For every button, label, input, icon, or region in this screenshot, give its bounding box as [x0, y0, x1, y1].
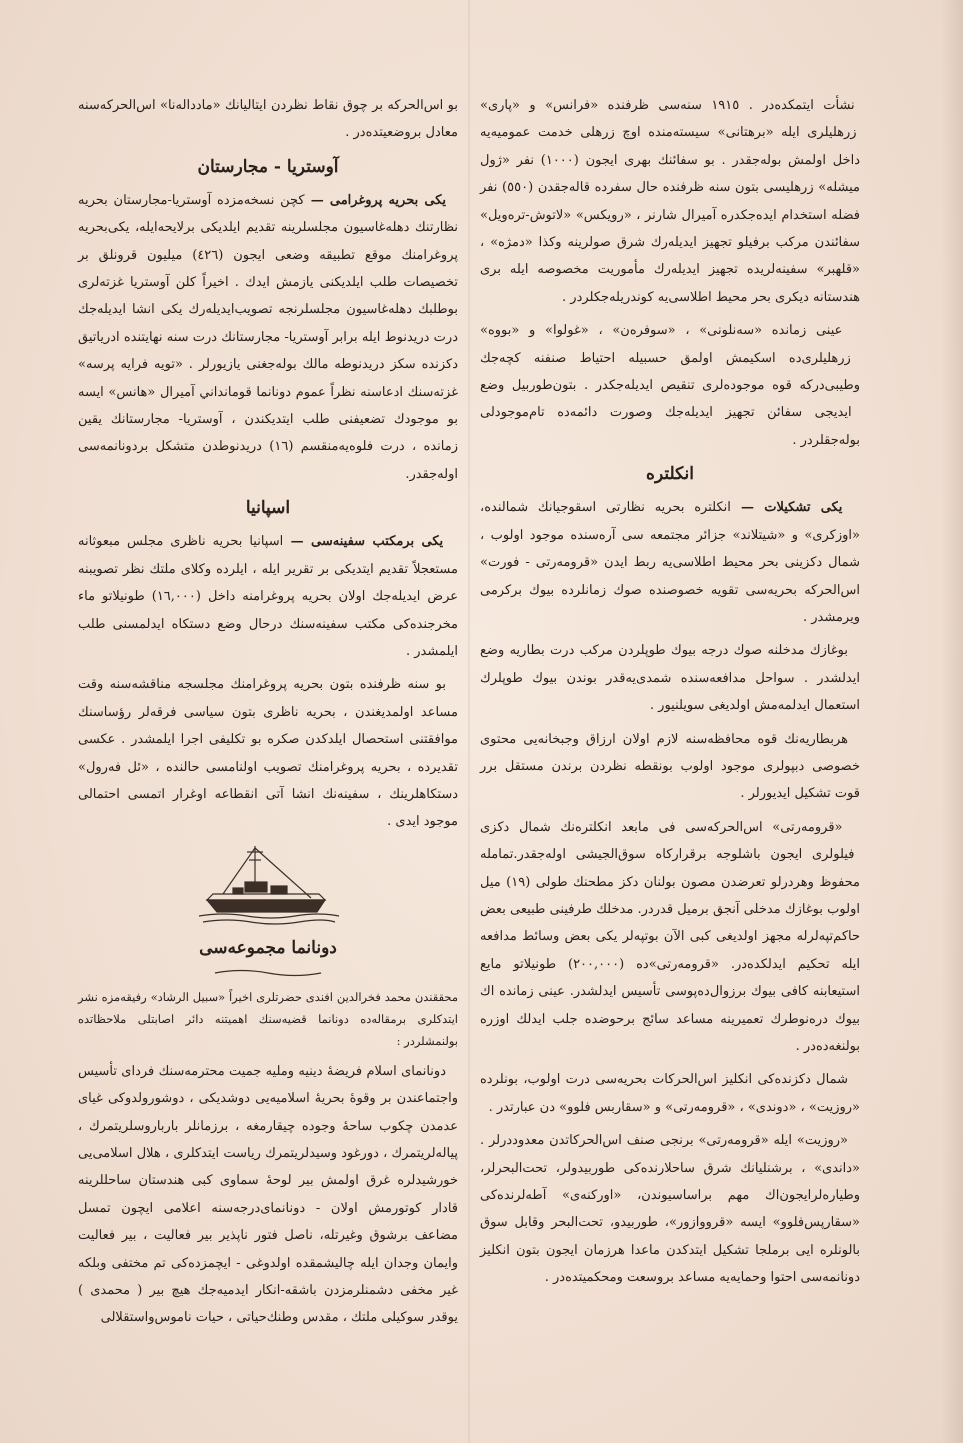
text-line: بحریه نظارتنك دهله‌غاسیون مجلسلرینه تقدیم ایلدیکی برلایحه‌ایله،: [78, 192, 458, 236]
text-line: اسپانیا بحریه ناظری مجلس مبعوثانه: [78, 534, 284, 550]
text-line: ریاست ایتدکلری ، هلال اسلامی‌یی خورشیدلره غرق اولمش بیر: [78, 1145, 459, 1189]
right-column: [480, 92, 860, 1298]
text-line: بوله‌جغنی یازیورلر . «تویه فرایه پرسه» غزته‌سنك ادعاسنه: [78, 357, 458, 400]
text-line: «ژول میشله» زرهلیسی بتون سنه ظرفنده حال سفرده قاله‌جقدن: [480, 152, 860, 196]
text-line: اولوب ، شمال دکزینی بحر محیط اطلاسی‌یه ربط ایدن «قرومه‌رتی: [480, 527, 860, 571]
text-line: بطاریه وضع ایدلشدر . سواحل مدافعه‌سنده شمدی‌یه‌قدر بوندن: [480, 643, 860, 686]
right-paragraph-6: [480, 814, 860, 1061]
england-lead: یکی تشکیلات —: [730, 500, 843, 516]
text-line: نشأت ایتمکده‌در . ١٩١٥ سنه‌سی ظرفنده «فرانس» و «پاری»: [480, 98, 855, 113]
text-line: طوربیدو، تحت‌البحر وقابل سوق بالونلره ایی برملجا تشکیل: [480, 1215, 860, 1258]
text-line: مستعجلاً تقدیم ایتدیکی بر تقریر ایله ، ایلرده وکلای ملتك: [144, 561, 458, 577]
text-line: بوغازك مدخلنه صوك درجه بیوك طوپلردن مرکب درت: [544, 643, 848, 659]
austria-lead: یکی بحریه پروغرامی —: [304, 192, 446, 208]
left-column: [78, 92, 458, 1338]
text-line: یکی انشا ایدیله‌جك درت دریدنوط ایله برابر آوستریا- مجارستانك: [78, 302, 458, 345]
text-line: لوحهٔ سماوی کبی هندستان ساحللرینه قادار کوتورمش اولان -: [78, 1173, 458, 1216]
text-line: تضعیفنی طلب ایتدیکندن ، آوستریا- مجارستانك یقین زمانده ،: [78, 412, 458, 455]
text-line: ناصل فتور ناپذیر بیر فعالیت ، بیر فعالیت وایمان وجدان ایله: [78, 1228, 458, 1271]
text-line: انکلتره بحریه نظارتی اسقوجیانك شمالنده‌،: [480, 500, 731, 516]
text-line: وقت مساعد اولمدیغندن ، بحریه ناظری بتون سیاسی فرقه‌لر: [78, 677, 458, 720]
text-line: بو اس‌الحرکه بر چوق نقاط نظردن ایتالیانك «مادداله‌نا»: [155, 98, 458, 113]
right-intro-paragraph: [480, 92, 860, 311]
text-line: ایتدکدن ماعدا هرزمان ایجون بتون انکلیز دونانمه‌سی احتوا: [480, 1242, 860, 1286]
text-line: برزمانلر بارباروسلر‌یتمرك ، پیاله‌لر‌یتمرك ، دورغود وسیدلریتمرك: [78, 1118, 458, 1161]
text-line: بو سنه ظرفنده بتون بحریه پروغرامنك مجلسجه مناقشه‌سنه: [103, 677, 446, 693]
text-line: وضع ایدیجی سفائن تجهیز ایدیله‌جك وصورت دائمه‌ده تام‌موجودلی: [480, 378, 852, 421]
text-line: چالیشمقده اولدوغی - ایچمزده‌کی تم مختفی وبلکه غیر مخفی: [78, 1255, 458, 1298]
text-line: «قرومه‌رتی» اس‌الحرکه‌سی فی مابعد انکلتره‌نك شمال دکزی: [480, 819, 843, 835]
text-line: شمال دکزنده‌کی انکلیز اس‌الحرکات بحریه‌سی درت اولوب،: [518, 1072, 848, 1088]
text-line: آوستریا غزته‌لری بوطلبك دهله‌غاسیون مجلسلرنجه تصویب‌ایدیله‌رك: [78, 275, 458, 318]
spain-lead: یکی برمکتب سفینه‌سی —: [283, 534, 444, 550]
section-heading-spain: اسپانیا: [245, 498, 291, 519]
right-paragraph-5: [480, 726, 860, 808]
text-line: زرهلیلری‌ده اسکیمش اولمق حسبیله احتیاط صنفنه کچه‌جك: [480, 350, 851, 366]
text-line: طوربیدولر، تحت‌البحرلر، وطیاره‌لر‌ایجون‌اك مهم براساسیوندن،: [480, 1160, 860, 1204]
text-line: (٢٠٠,٠٠٠) طونیلاتو مایع استیعابنه کافی بیوك برزوال‌ده‌پوسی: [480, 956, 860, 1000]
text-line: - فورت» اس‌الحرکه بحریه‌سی تقویه خصوصنده صوك زمانلرده: [480, 555, 860, 598]
right-paragraph-4: [480, 637, 860, 719]
text-line: محققندن محمد فخرالدین افندی حضرتلری اخیراً «سبیل الرشاد»: [146, 989, 458, 1004]
text-line: ایلمشدر . عکسی تقدیرده ، بحریه پروغرامنك تصویب اولنامسی: [78, 732, 458, 775]
text-line: یکی‌بحریه پروغرامنك موقع تطبیقه وضعی ایجون (٤٢٦) میلیون: [78, 220, 458, 263]
text-line: محتوی خصوصی دبپولری موجود اولوب بونقطه نظردن برندن: [480, 731, 860, 774]
text-line: فلوو» دن عبارتدر .: [488, 1099, 591, 1115]
text-line: رؤساسنك موافقتنی استحصال ایلدکدن صکره بو تکلیفی اجرا: [78, 704, 458, 748]
text-line: «اوزکری» و «شیتلاند» جزائر مجتمعه سی آره‌سنده موجود: [523, 527, 860, 543]
text-line: نظراً عموم دونانما قومانداني آمیرال «هانس» ایسه بو موجودك: [78, 384, 458, 428]
text-line: کوندریله‌جکلردر .: [562, 289, 654, 305]
heading-flourish-icon: [213, 968, 323, 978]
text-line: (٥٥٠) نفر فضله استخدام ایده‌جکدره آمیرال شارنر ، «رویکس»: [480, 180, 860, 223]
text-line: (١٩) میل اولوب بوغازك مدخلی آنجق برمیل قدردر. مدخلك: [480, 874, 860, 917]
text-line: (١٦,٠٠٠) طونیلاتو ماء مخرجنده‌کی مکتب سفینه‌سنك درحال: [78, 589, 458, 632]
text-line: دونانمای اسلام فریضهٔ دینیه وملیه جمیت محترمه‌سنك فردای: [116, 1063, 446, 1079]
text-line: طرفینی طبیعی بعض حاکم‌تپه‌لرله مجهز اولدیغی کبی الآن بوتپه‌لر: [480, 901, 861, 945]
right-paragraph-7: [480, 1066, 860, 1121]
text-line: تأسیس ایدلشدر. عینی زمانده اك بیوك دره‌نوطرك تعمیرینه: [480, 984, 860, 1027]
text-line: وطیبی‌درکه قوه موجوده‌لری تنقیص ایدیله‌جکدر . بتون‌طوربیل: [504, 378, 860, 394]
text-line: درت سنه نهایتنده ادریاتیق دکزنده سکز دریدنوطه مالك: [78, 329, 458, 373]
text-line: انقطاعه اوغرار اتمسی احتمالی موجود ایدی .: [78, 786, 458, 830]
text-line: صولرینه وکذا «دمژه» ، «قلهبر» سفینه‌لریده تجهیز ایدیله‌رك: [480, 235, 861, 278]
text-line: زرهلیلری ایله «برهتانی» سیسته‌منده اوچ زرهلی خدمت عمومیه‌یه: [480, 125, 857, 141]
page-fold: [468, 0, 470, 1443]
text-line: عینی زمانده «سه‌نلونی» ، «سوفره‌ن» ، «غولوا» و «بووه»: [480, 323, 843, 339]
text-line: محفوظ وهردرلو تعرضدن مصون بولنان دکز مطحنك طولی: [530, 874, 860, 890]
text-line: قرونلق بر تخصیصات طلب ایلدیکنی یازمش ایدك . اخیراً کلن: [78, 247, 458, 291]
spain-paragraph-2: [78, 671, 458, 835]
section-heading-navy-collection: دونانما مجموعه‌سی: [199, 937, 337, 958]
warship-illustration-icon: [193, 842, 343, 930]
section-heading-austria: آوستریا - مجارستان: [197, 156, 339, 177]
text-line: معدوددرلر . «داندی» ، برشنلیانك شرق ساحلارنده‌کی: [480, 1133, 860, 1176]
text-line: «اورکنه‌ی» آطه‌لرنده‌کی «سقارپس‌فلوو» ایسه «قرووازور»،: [480, 1188, 860, 1231]
navy-intro-note: [78, 986, 458, 1052]
text-line: کچن نسخه‌مزده آوستریا-مجارستان: [107, 192, 305, 208]
text-line: دونانمای‌درجه‌سنه اعلامی ایچون تمسل مضاعف برشوق وغیرتله،: [78, 1200, 458, 1244]
text-line: تأسیس واجتماعندن بر وقوۀ بحریهٔ اسلامیه‌یی دوشدیکی ،: [78, 1063, 458, 1107]
text-line: دوشورولدوکی غیای عدمدن چکوب ساحهٔ وجوده چیقارمغه ،: [78, 1091, 459, 1134]
text-line: مأموریت مخصوصه ایله بری هندستانه دیکری بحر محیط اطلاسی‌یه: [480, 262, 860, 305]
text-line: اس‌الحرکه‌سنه معادل بروضعیتده‌در .: [78, 98, 458, 141]
text-line: هربطاریه‌نك قوه محافظه‌سنه لازم اولان ارزاق وجبخانه‌یی: [516, 731, 848, 747]
text-line: رفیقه‌مزه نشر ایتدکلری برمقاله‌ده دونانما قضیه‌سنك اهمیتنه دائر اصابتلی ملاحظاتده بولنمشلردر :: [78, 989, 458, 1048]
text-line: بونلرده «روزیت» ، «دوندی» ، «قرومه‌رتی» و «سقاربس: [480, 1072, 860, 1115]
text-line: «روزیت» ایله «قرومه‌رتی» برنجی صنف اس‌الحرکاتدن: [544, 1133, 848, 1149]
text-line: بیوك طوپلرك استعمال ایدلمه‌مش اولدیغی سویلنیور .: [480, 670, 860, 714]
text-line: درت فلوه‌یه‌منقسم (١٦) دریدنوطدن متشکل بردونانمه‌سی اوله‌جقدر.: [78, 439, 458, 482]
text-line: مستقل برر قوت تشکیل ایدیورلر .: [480, 758, 860, 802]
text-line: دشمنلرمزدن باشقه‌-انکار ایدمیه‌جك هیچ بیر ( محمدی ) یوقدر: [78, 1283, 458, 1326]
text-line: حالنده ، «ئل فه‌رول» دستکاهلرینك ، سفینه‌نك انشا آتی: [78, 759, 458, 802]
england-paragraph: [480, 494, 860, 631]
text-line: سوکیلی ملتك ، مقدس وطنك‌حیاتی ، حیات ناموس‌واستقلالی: [100, 1310, 425, 1326]
text-line: فیلولری ایجون باشلوجه برقرارکاه سوق‌الجیشی اوله‌جقدر.تمامله: [480, 847, 855, 863]
text-line: «لاتوش-تره‌ویل» سفائندن مرکب برفیلو تجهیز ایدیله‌رك شرق: [480, 207, 860, 251]
left-intro-paragraph: [78, 92, 458, 147]
spain-paragraph: [78, 528, 458, 665]
page-edge-shadow: [941, 0, 963, 1443]
text-line: مساعد سائج برحوضده جلب ایدلك اوزره بولنغه‌ده‌در .: [480, 1011, 860, 1054]
right-paragraph-2: [480, 317, 860, 454]
right-paragraph-8: [480, 1127, 860, 1291]
text-line: وضع دستکاه ایدلمسنی طلب ایلمشدر .: [78, 616, 458, 659]
text-line: داخل اولمش بوله‌جقدر . بو سفائنك بهری ایجون (١٠٠٠) نفر: [509, 152, 860, 168]
text-line: وحمایه‌یه مساعد بروسعت ومحکمیتده‌در .: [544, 1270, 767, 1286]
text-line: یکی بعض وسائط مدافعه ایله تحکیم ایدلکده‌در. «قرومه‌رتی»ده: [480, 929, 860, 972]
text-line: نظر تصویبنه عرض ایدیله‌جك اولان بحریه پروغرامنه داخل: [78, 561, 458, 605]
austria-paragraph: [78, 187, 458, 488]
navy-body-paragraph: [78, 1058, 458, 1332]
text-line: بوله‌جقلردر .: [792, 432, 860, 448]
text-line: بیوك برکرمی ویرمشدر .: [480, 582, 860, 625]
section-heading-england: انکلتره: [646, 464, 694, 485]
